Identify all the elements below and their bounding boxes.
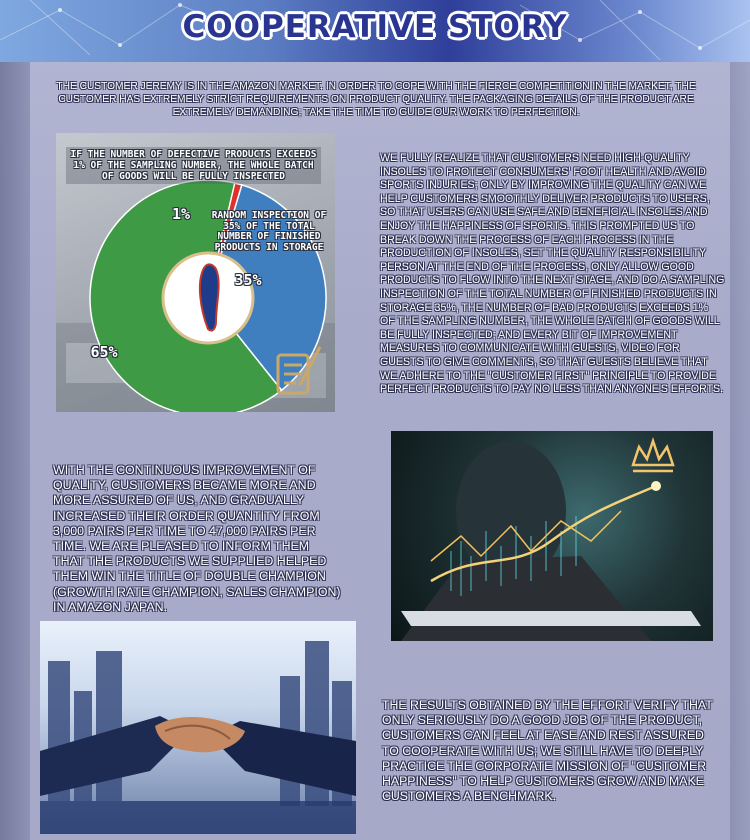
pie-annotation-defective: IF THE NUMBER OF DEFECTIVE PRODUCTS EXCEEDS 1% OF THE SAMPLING NUMBER, THE WHOLE BATCH OF GOODS WILL BE FULLY INSPECTED bbox=[66, 147, 321, 184]
quality-paragraph: WE FULLY REALIZE THAT CUSTOMERS NEED HIGH-QUALITY INSOLES TO PROTECT CONSUMERS' FOOT HEALTH AND AVOID SPORTS INJURIES; ONLY BY IMPROVING THE QUALITY CAN WE HELP CUSTOMERS SMOOTHLY DELIVER PRODUCTS TO USERS, SO THAT USERS CAN USE SAFE AND BENEFICIAL INSOLES AND ENJOY THE HAPPINESS OF SPORTS. THIS PROMPTED US TO BREAK DOWN THE PROCESS OF EACH PROCESS IN THE PRODUCTION OF INSOLES, SET THE QUALITY RESPONSIBILITY PERSON AT THE END OF THE PROCESS, ONLY ALLOW GOOD PRODUCTS TO FLOW INTO THE NEXT STAGE, AND DO A SAMPLING INSPECTION OF THE TOTAL NUMBER OF FINISHED PRODUCTS IN STORAGE 35%, THE NUMBER OF BAD PRODUCTS EXCEEDS 1% OF THE SAMPLING NUMBER, THE WHOLE BATCH OF GOODS WILL BE FULLY INSPECTED; AND EVERY BIT OF IMPROVEMENT MEASURES TO COMMUNICATE WITH GUESTS, VIDEO FOR GUESTS TO GIVE COMMENTS, SO THAT GUESTS BELIEVE THAT WE ADHERE TO THE "CUSTOMER FIRST" PRINCIPLE TO PROVIDE PERFECT PRODUCTS TO PAY NO LESS THAN ANYONE'S EFFORTS. bbox=[380, 152, 725, 396]
pie-label-35: 35% bbox=[234, 271, 262, 289]
intro-paragraph: THE CUSTOMER JEREMY IS IN THE AMAZON MARKET. IN ORDER TO COPE WITH THE FIERCE COMPETITION IN THE MARKET, THE CUSTOMER HAS EXTREMELY STRICT REQUIREMENTS ON PRODUCT QUALITY. THE PACKAGING DETAILS OF THE PRODUCT ARE EXTREMELY DEMANDING; TAKE THE TIME TO GUIDE OUR WORK TO PERFECTION. bbox=[56, 81, 696, 118]
growth-chart-photo bbox=[391, 431, 713, 641]
pie-label-1: 1% bbox=[171, 205, 191, 223]
pie-label-65: 65% bbox=[90, 343, 118, 361]
inspection-pie-chart bbox=[56, 133, 335, 412]
growth-chart-illustration bbox=[391, 431, 713, 641]
header-banner bbox=[0, 0, 750, 62]
handshake-illustration bbox=[40, 621, 356, 834]
left-decoration-strip bbox=[0, 60, 30, 840]
results-paragraph: THE RESULTS OBTAINED BY THE EFFORT VERIFY THAT ONLY SERIOUSLY DO A GOOD JOB OF THE PRODUCT, CUSTOMERS CAN FEEL AT EASE AND REST ASSURED TO COOPERATE WITH US; WE STILL HAVE TO DEEPLY PRACTICE THE CORPORATE MISSION OF "CUSTOMER HAPPINESS" TO HELP CUSTOMERS GROW AND MAKE CUSTOMERS A BENCHMARK. bbox=[382, 698, 713, 804]
crown-icon bbox=[633, 441, 673, 471]
pie-annotation-random: RANDOM INSPECTION OF 35% OF THE TOTAL NUMBER OF FINISHED PRODUCTS IN STORAGE bbox=[211, 210, 327, 253]
growth-paragraph: WITH THE CONTINUOUS IMPROVEMENT OF QUALITY, CUSTOMERS BECAME MORE AND MORE ASSURED OF US, AND GRADUALLY INCREASED THEIR ORDER QUANTITY FROM 3,000 PAIRS PER TIME TO 47,000 PAIRS PER TIME. WE ARE PLEASED TO INFORM THEM THAT THE PRODUCTS WE SUPPLIED HELPED THEM WIN THE TITLE OF DOUBLE CHAMPION (GROWTH RATE CHAMPION, SALES CHAMPION) IN AMAZON JAPAN. bbox=[53, 463, 341, 614]
handshake-photo bbox=[40, 621, 356, 834]
right-decoration-strip bbox=[730, 60, 750, 840]
page-title: COOPERATIVE STORY bbox=[182, 9, 568, 45]
